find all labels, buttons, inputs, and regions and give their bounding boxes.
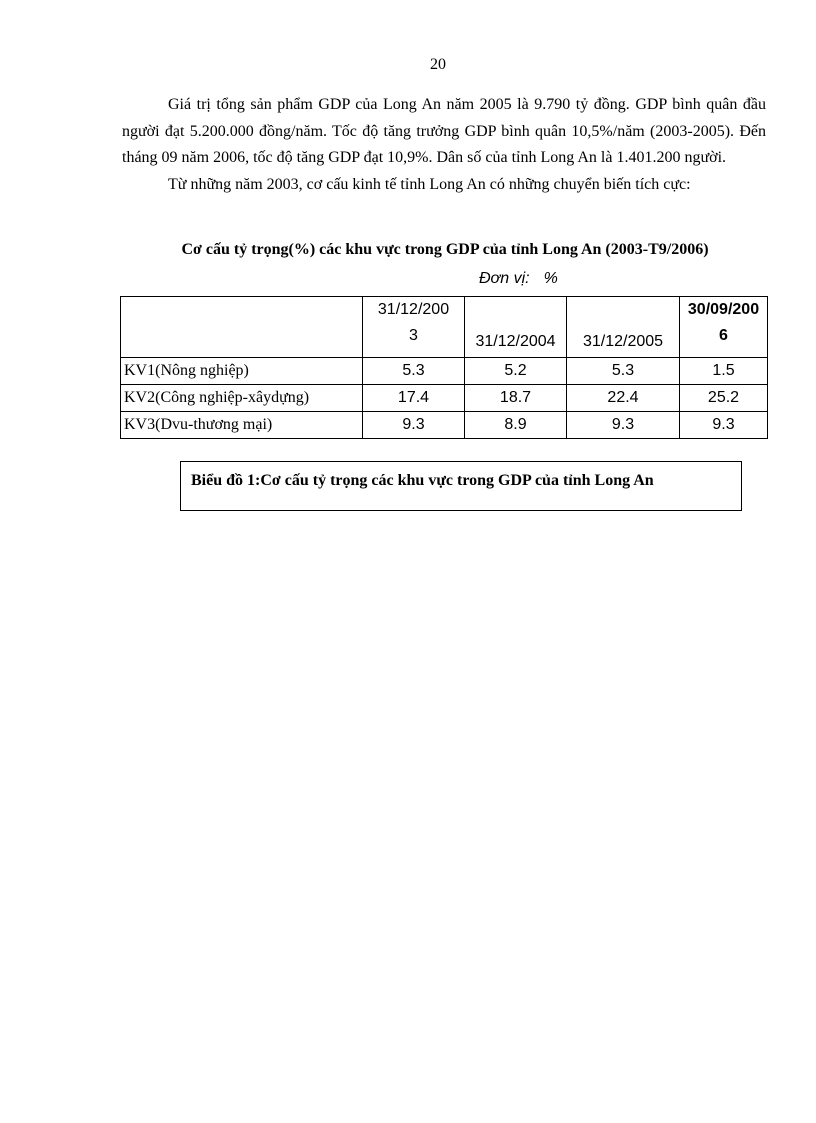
header-date-2003 bbox=[363, 297, 465, 358]
unit-value: % bbox=[543, 270, 558, 287]
chart-box bbox=[180, 461, 742, 511]
page-number: 20 bbox=[430, 56, 446, 73]
row-label-kv1: KV1(Nông nghiệp) bbox=[121, 358, 363, 385]
body-text bbox=[122, 92, 766, 198]
cell-kv1-2003: 5.3 bbox=[363, 358, 465, 385]
table-row bbox=[121, 385, 768, 412]
cell-kv1-2005: 5.3 bbox=[567, 358, 680, 385]
header-date-2004: 31/12/2004 bbox=[465, 297, 567, 358]
header-date-2006 bbox=[680, 297, 768, 358]
header-date-2006-part2: 6 bbox=[719, 327, 728, 344]
cell-kv2-2006: 25.2 bbox=[680, 385, 768, 412]
header-empty-cell bbox=[121, 297, 363, 358]
cell-kv2-2005: 22.4 bbox=[567, 385, 680, 412]
row-label-kv3: KV3(Dvu-thương mại) bbox=[121, 412, 363, 439]
unit-line bbox=[479, 270, 558, 288]
cell-kv3-2005: 9.3 bbox=[567, 412, 680, 439]
cell-kv2-2003: 17.4 bbox=[363, 385, 465, 412]
gdp-structure-table bbox=[120, 296, 768, 439]
header-date-2005: 31/12/2005 bbox=[567, 297, 680, 358]
chart-caption: Biểu đồ 1:Cơ cấu tỷ trọng các khu vực trong GDP của tỉnh Long An bbox=[191, 472, 654, 489]
cell-kv3-2006: 9.3 bbox=[680, 412, 768, 439]
table-title: Cơ cấu tỷ trọng(%) các khu vực trong GDP của tỉnh Long An (2003-T9/2006) bbox=[181, 241, 709, 258]
unit-label: Đơn vị: bbox=[479, 270, 530, 287]
paragraph-economic-structure: Từ những năm 2003, cơ cấu kinh tế tỉnh Long An có những chuyển biến tích cực: bbox=[168, 175, 691, 193]
cell-kv3-2003: 9.3 bbox=[363, 412, 465, 439]
row-label-kv2: KV2(Công nghiệp-xâydựng) bbox=[121, 385, 363, 412]
table-row bbox=[121, 412, 768, 439]
cell-kv1-2004: 5.2 bbox=[465, 358, 567, 385]
table-row bbox=[121, 358, 768, 385]
cell-kv2-2004: 18.7 bbox=[465, 385, 567, 412]
paragraph-gdp-summary: Giá trị tổng sản phẩm GDP của Long An năm 2005 là 9.790 tỷ đồng. GDP bình quân đầu người đạt 5.200.000 đồng/năm. Tốc độ tăng trưởng GDP bình quân 10,5%/năm (2003-2005). Đến tháng 09 năm 2006, tốc độ tăng GDP đạt 10,9%. Dân số của tỉnh Long An là 1.401.200 người. bbox=[122, 96, 766, 166]
cell-kv1-2006: 1.5 bbox=[680, 358, 768, 385]
header-date-2003-part2: 3 bbox=[409, 327, 418, 344]
header-date-2003-part1: 31/12/200 bbox=[377, 301, 450, 318]
cell-kv3-2004: 8.9 bbox=[465, 412, 567, 439]
header-date-2006-part1: 30/09/200 bbox=[687, 301, 760, 318]
table-header-row bbox=[121, 297, 768, 358]
